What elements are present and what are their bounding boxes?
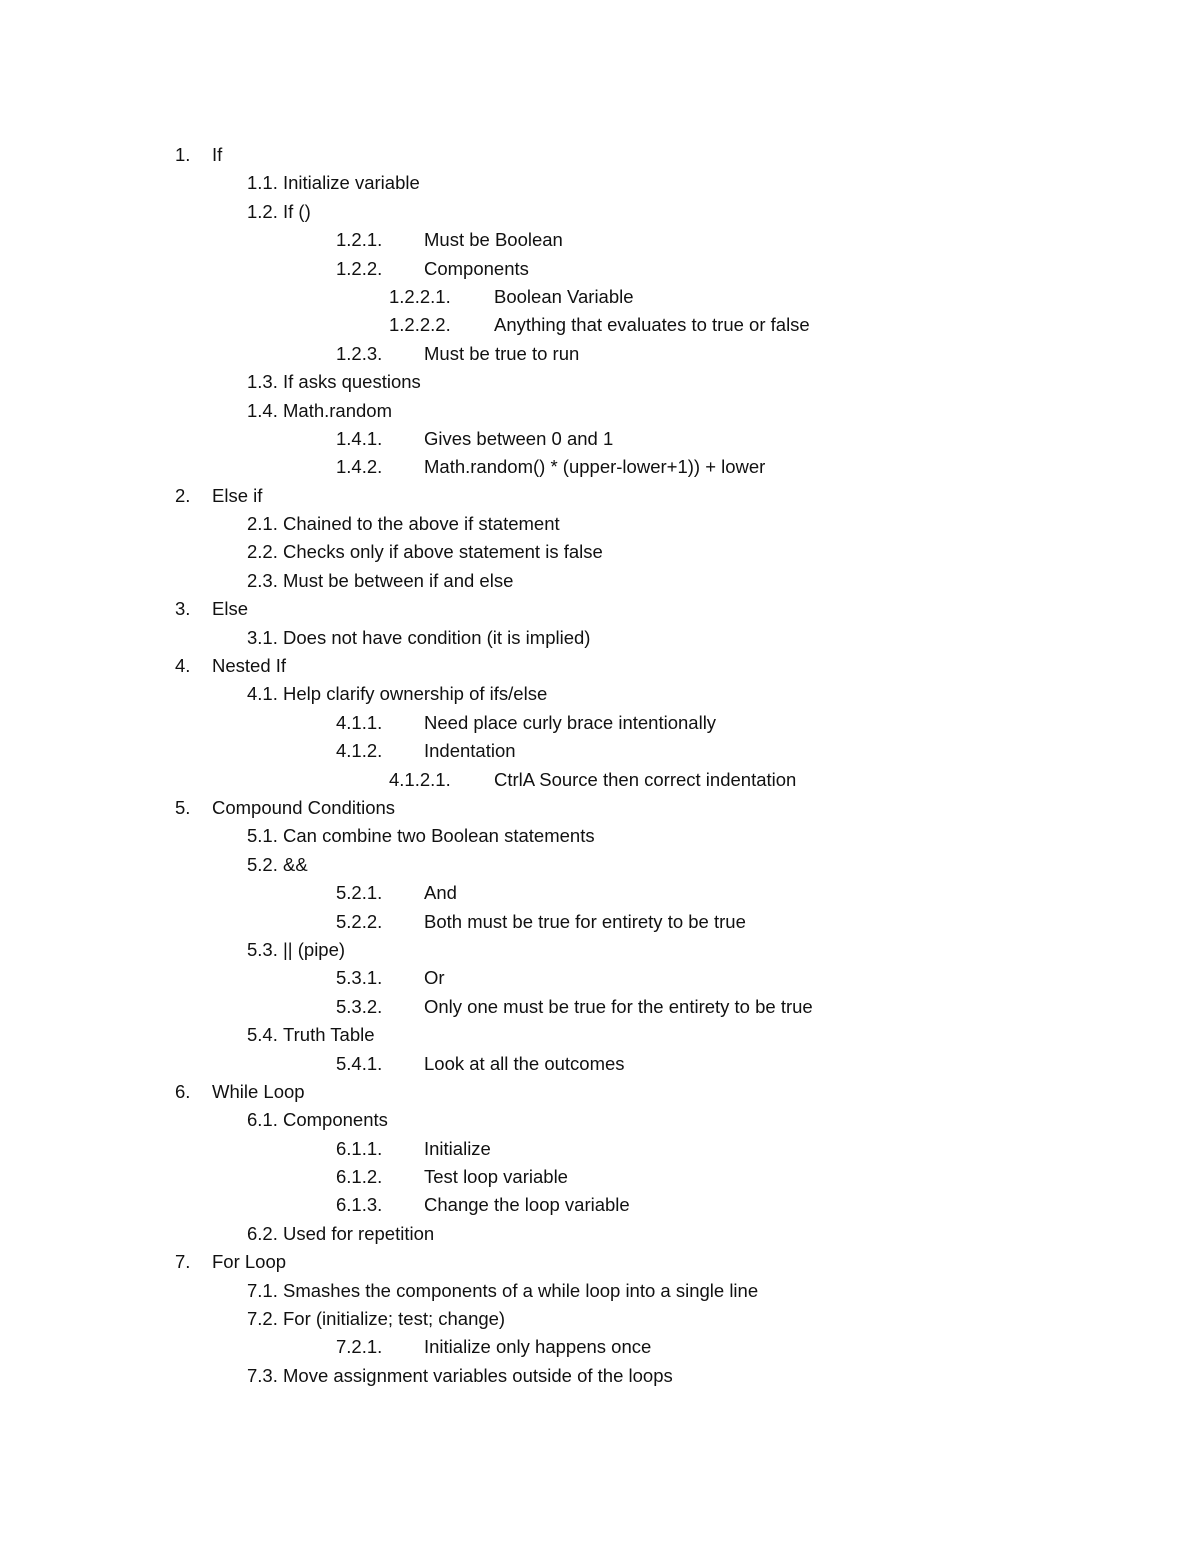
outline-item-text: Must be between if and else: [283, 569, 514, 591]
outline-item-number: 5.3.: [247, 938, 278, 960]
outline-item-level-2: [0, 368, 1200, 396]
outline-item-text: If asks questions: [283, 371, 421, 393]
outline-item-level-3: [0, 425, 1200, 453]
outline-item-level-1: [0, 141, 1200, 169]
outline-item-number: 5.3.1.: [336, 967, 383, 989]
outline-item-text: For (initialize; test; change): [283, 1308, 506, 1330]
outline-item-level-2: [0, 1277, 1200, 1305]
outline-item-text: Truth Table: [283, 1024, 375, 1046]
outline-item-text: || (pipe): [283, 938, 346, 960]
outline-item-text: Chained to the above if statement: [283, 513, 560, 535]
outline-item-text: Must be Boolean: [424, 229, 563, 251]
outline-item-text: Used for repetition: [283, 1222, 435, 1244]
outline-item-level-2: [0, 1220, 1200, 1248]
outline-item-number: 2.: [175, 484, 191, 506]
outline-item-level-4: [0, 311, 1200, 339]
outline-item-number: 1.2.2.2.: [389, 314, 451, 336]
outline-item-number: 6.1.3.: [336, 1194, 383, 1216]
outline-item-text: Smashes the components of a while loop into a single line: [283, 1279, 759, 1301]
outline-item-level-2: [0, 936, 1200, 964]
outline-item-level-2: [0, 680, 1200, 708]
outline-item-text: Else: [212, 598, 248, 620]
outline-item-number: 7.1.: [247, 1279, 278, 1301]
outline-item-level-1: [0, 794, 1200, 822]
outline-item-text: If: [212, 144, 223, 165]
outline-item-number: 6.1.2.: [336, 1166, 383, 1188]
outline-item-text: Anything that evaluates to true or false: [494, 314, 810, 336]
outline-item-text: Only one must be true for the entirety to be true: [424, 995, 813, 1017]
outline-item-level-2: [0, 198, 1200, 226]
outline-item-number: 1.1.: [247, 172, 278, 194]
outline-item-number: 5.2.2.: [336, 910, 383, 932]
outline-item-number: 1.4.2.: [336, 456, 383, 478]
outline-item-level-2: [0, 1106, 1200, 1134]
outline-item-number: 1.3.: [247, 371, 278, 393]
outline-item-level-2: [0, 510, 1200, 538]
outline-item-level-1: [0, 1248, 1200, 1276]
outline-item-number: 5.1.: [247, 825, 278, 847]
outline-item-level-3: [0, 226, 1200, 254]
outline-item-text: Components: [424, 257, 529, 279]
outline-item-number: 5.2.: [247, 853, 278, 875]
outline-item-text: Else if: [212, 484, 263, 506]
outline-item-number: 5.4.1.: [336, 1052, 383, 1074]
outline-item-number: 1.4.1.: [336, 427, 383, 449]
outline-item-number: 5.4.: [247, 1024, 278, 1046]
outline-item-number: 5.3.2.: [336, 995, 383, 1017]
outline-item-level-2: [0, 567, 1200, 595]
outline-item-number: 7.2.1.: [336, 1336, 383, 1358]
outline-item-text: &&: [283, 853, 308, 875]
outline-item-text: Gives between 0 and 1: [424, 427, 614, 449]
outline-item-level-2: [0, 1305, 1200, 1333]
outline-item-level-2: [0, 624, 1200, 652]
outline-item-level-4: [0, 766, 1200, 794]
outline-item-text: Math.random: [283, 399, 392, 421]
outline-item-level-3: [0, 879, 1200, 907]
outline-item-number: 3.1.: [247, 626, 278, 648]
outline-item-number: 5.2.1.: [336, 882, 383, 904]
outline-item-text: For Loop: [212, 1251, 287, 1273]
outline-item-text: Math.random() * (upper-lower+1)) + lower: [424, 456, 766, 478]
outline-item-number: 4.1.: [247, 683, 278, 705]
outline-item-level-3: [0, 964, 1200, 992]
outline-item-number: 6.1.: [247, 1109, 278, 1131]
outline-item-text: Does not have condition (it is implied): [283, 626, 591, 648]
outline-item-number: 1.2.1.: [336, 229, 383, 251]
outline-item-level-2: [0, 851, 1200, 879]
outline-item-level-2: [0, 397, 1200, 425]
outline-item-number: 4.1.2.: [336, 740, 383, 762]
outline-item-number: 1.4.: [247, 399, 278, 421]
outline-item-level-3: [0, 453, 1200, 481]
outline-item-text: Indentation: [424, 740, 516, 762]
outline-item-level-3: [0, 1050, 1200, 1078]
outline-item-text: Move assignment variables outside of the loops: [283, 1364, 673, 1386]
outline-item-text: Look at all the outcomes: [424, 1052, 625, 1074]
outline-item-number: 3.: [175, 598, 191, 620]
outline-item-text: Initialize only happens once: [424, 1336, 652, 1358]
outline-item-level-1: [0, 652, 1200, 680]
outline-item-text: Boolean Variable: [494, 285, 634, 307]
outline-item-number: 1.2.: [247, 200, 278, 222]
outline-list: [0, 141, 1200, 1390]
outline-item-level-3: [0, 1163, 1200, 1191]
outline-item-text: Both must be true for entirety to be true: [424, 910, 746, 932]
outline-item-level-3: [0, 709, 1200, 737]
outline-item-number: 2.3.: [247, 569, 278, 591]
outline-item-level-2: [0, 1021, 1200, 1049]
outline-item-level-3: [0, 908, 1200, 936]
outline-item-number: 7.3.: [247, 1364, 278, 1386]
outline-item-level-3: [0, 1135, 1200, 1163]
outline-item-number: 1.2.2.: [336, 257, 383, 279]
outline-item-level-2: [0, 822, 1200, 850]
outline-item-level-3: [0, 1333, 1200, 1361]
outline-item-text: Initialize variable: [283, 172, 420, 194]
outline-item-text: Must be true to run: [424, 342, 580, 364]
outline-item-text: Can combine two Boolean statements: [283, 825, 595, 847]
outline-item-number: 1.: [175, 144, 191, 165]
outline-item-level-2: [0, 1362, 1200, 1390]
outline-item-level-1: [0, 595, 1200, 623]
outline-item-level-1: [0, 482, 1200, 510]
outline-item-number: 7.: [175, 1251, 191, 1273]
outline-item-text: Nested If: [212, 655, 287, 677]
outline-item-level-4: [0, 283, 1200, 311]
outline-item-level-2: [0, 169, 1200, 197]
outline-item-number: 1.2.3.: [336, 342, 383, 364]
outline-item-level-1: [0, 1078, 1200, 1106]
outline-item-level-3: [0, 993, 1200, 1021]
outline-item-text: CtrlA Source then correct indentation: [494, 768, 797, 790]
outline-item-level-3: [0, 255, 1200, 283]
outline-item-level-3: [0, 737, 1200, 765]
outline-item-text: Initialize: [424, 1137, 491, 1159]
outline-item-text: Or: [424, 967, 445, 989]
outline-item-number: 2.1.: [247, 513, 278, 535]
outline-item-number: 4.1.2.1.: [389, 768, 451, 790]
outline-item-text: While Loop: [212, 1080, 305, 1102]
outline-item-text: Change the loop variable: [424, 1194, 630, 1216]
outline-item-text: Checks only if above statement is false: [283, 541, 603, 563]
outline-item-text: Need place curly brace intentionally: [424, 711, 717, 733]
outline-item-text: Test loop variable: [424, 1166, 568, 1188]
outline-item-number: 5.: [175, 796, 191, 818]
outline-item-level-2: [0, 538, 1200, 566]
outline-item-number: 4.1.1.: [336, 711, 383, 733]
outline-item-number: 1.2.2.1.: [389, 285, 451, 307]
outline-item-text: Compound Conditions: [212, 796, 396, 818]
outline-item-number: 4.: [175, 655, 191, 677]
outline-item-number: 2.2.: [247, 541, 278, 563]
outline-item-level-3: [0, 1191, 1200, 1219]
outline-item-number: 6.1.1.: [336, 1137, 383, 1159]
outline-item-number: 6.: [175, 1080, 191, 1102]
outline-item-number: 7.2.: [247, 1308, 278, 1330]
outline-item-level-3: [0, 340, 1200, 368]
outline-item-number: 6.2.: [247, 1222, 278, 1244]
outline-item-text: And: [424, 882, 457, 904]
outline-item-text: Components: [283, 1109, 388, 1131]
outline-item-text: Help clarify ownership of ifs/else: [283, 683, 548, 705]
outline-item-text: If (): [283, 200, 311, 222]
